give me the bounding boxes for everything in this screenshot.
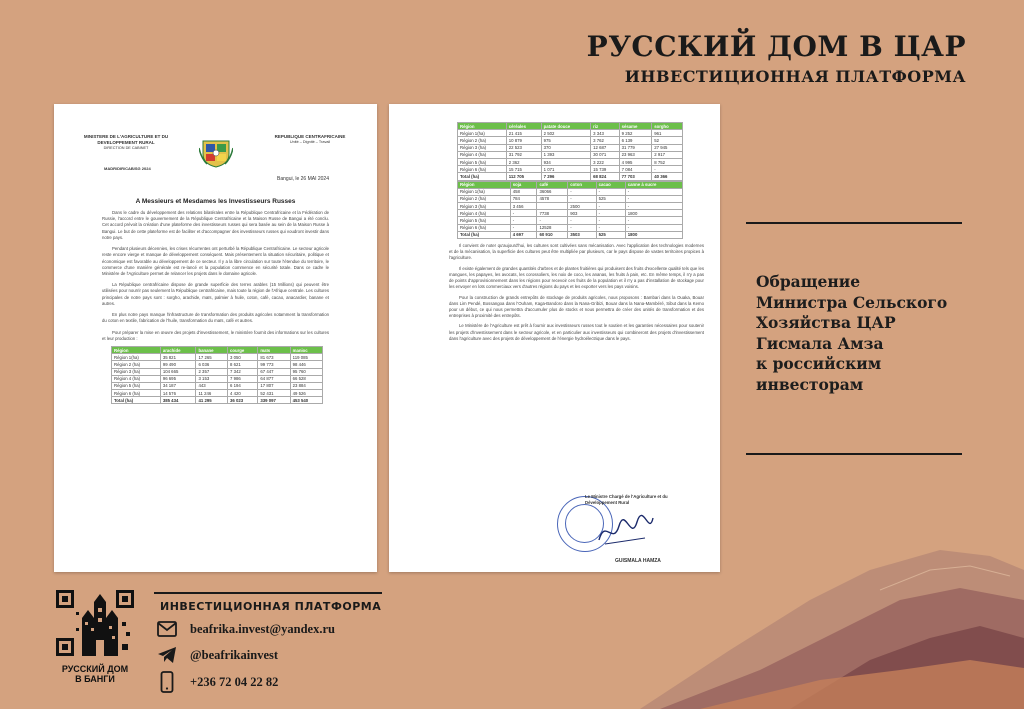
table-cell: 98 446 [290,361,322,368]
republic-name: REPUBLIQUE CENTRAFRICAINE [274,134,346,139]
table-cell: 453 540 [290,397,322,404]
table-row [112,361,323,368]
crops-table-1 [111,346,323,405]
table-cell: 52 [652,137,683,144]
table-cell: 4 995 [619,158,652,165]
table-header-cell: Région [458,123,507,130]
table-cell: Région 3 (ha) [458,203,511,210]
table-cell: Région 5 (ha) [112,382,161,389]
table-cell: Région 1(ha) [112,354,161,361]
table-row [112,397,323,404]
table-cell: - [596,188,625,195]
email-text: beafrika.invest@yandex.ru [190,621,335,636]
table-cell: 81 673 [258,354,290,361]
table-cell: 104 665 [160,368,196,375]
table-cell: 443 [196,382,228,389]
title-block [587,30,966,86]
crops-table-2 [457,122,683,181]
table-row [112,382,323,389]
table-cell: 975 [541,137,590,144]
table-cell: 3 222 [591,158,620,165]
telegram-text: @beafrikainvest [190,647,279,662]
table-cell: 7738 [537,210,568,217]
table-header-cell: manioc [290,346,322,353]
table-cell: - [568,224,596,231]
table-header-cell: riz [591,123,620,130]
table-cell: 3 456 [510,203,537,210]
letter-paragraph: Pendant plusieurs décennies, les crises récurrentes ont perturbé la République Centrafricaine. Le secteur agricole reste encore vierge et manque de développement conséquent. Mais présentement la situation sécuritaire, politique et économique est favorable au développement de ce secteur. Il y a la libre circulation sur toute l'étendue du territoire, le commerce d'une manière générale est re-lancé et la population commence en sécurité totale. Dans ce cadre le Ministère de l'Agriculture permet de relancer les projets dans le domaine agricole. [102,246,329,276]
table-row [458,151,683,158]
republic-motto: Unité – Dignité – Travail [289,139,331,144]
page-subtitle: ИНВЕСТИЦИОННАЯ ПЛАТФОРМА [624,67,966,86]
table-cell: - [652,166,683,173]
table-cell: 2 917 [652,151,683,158]
ministry-block [78,134,174,151]
table-cell: 1 393 [541,151,590,158]
letter-paragraph: La République centrafricaine dispose de grande superficie des terres arables (15 Millions) qui peuvent être utilisées pour nourrir pas seulement la République centrafricaine, mais toute la région de l'Afrique centrale. Les cultures principales de notre pays sont : sorgho, arachide, maïs, palmier à huile, coton, café, cacao, anacardier, banane et autres. [102,282,330,306]
letter-title: A Messieurs et Mesdames les Investisseurs Russes [135,198,296,205]
table-cell: 3 762 [591,137,620,144]
coat-of-arms-icon [199,138,233,168]
table-row [458,130,683,137]
table-cell: - [510,224,537,231]
contacts-title: ИНВЕСТИЦИОННАЯ ПЛАТФОРМА [160,599,382,613]
letter-paragraph: Il existe également de grandes quantités d'arbres et de plantes fruitières qui produisent des fruits d'excellente qualité tels que les mangues, les papayes, les avocats, les corossoliers, les noix de coco, les ananas, les fruits à pain, etc. En même temps, il n'y a pas de points d'approvisionnement dans les régions pour recevoir ces fruits de la population et il n'y a pas d'installation de stockage pour les envoyer en lots commerciaux vers d'autres régions du pays et les exporter vers les pays voisins. [449,265,704,290]
table-cell: 15 715 [506,166,541,173]
table-cell: 784 [510,195,537,202]
table-cell: 9 252 [619,130,652,137]
letter-reference: MADR/DIR/CAB/SG 2024 [104,166,151,171]
table-cell: 68 824 [591,173,620,180]
table-header-cell: cacao [596,181,625,188]
table-cell: 4578 [537,195,568,202]
letter-date: Bangui, le 26 MAI 2024 [277,176,329,182]
table-cell: 8 752 [652,158,683,165]
table-cell: 14 576 [160,390,196,397]
table-cell: 40 366 [652,173,683,180]
table-row [458,217,683,224]
table-cell: - [625,195,682,202]
table-cell: 66 528 [290,375,322,382]
table-cell: Total (ha) [112,397,161,404]
table-cell: - [568,217,596,224]
table-cell: 6 139 [619,137,652,144]
table-cell: 3503 [568,231,596,238]
table-row [458,231,683,238]
table-header-row [458,123,683,130]
table-cell: - [625,224,682,231]
table-row [112,375,323,382]
table-cell: 52 431 [258,390,290,397]
table-row [458,188,683,195]
table-cell: Région 2 (ha) [112,361,161,368]
table-cell: 525 [596,231,625,238]
appeal-line: Хозяйства ЦАР [756,313,896,333]
crops-table-3 [457,181,683,240]
table-cell: 35 821 [160,354,196,361]
table-cell: 119 085 [290,354,322,361]
table-row [458,224,683,231]
contacts-divider [154,592,382,594]
table-cell: 11 246 [196,390,228,397]
table-header-cell: Région [112,346,161,353]
table-header-cell: café [537,181,568,188]
table-cell: 961 [652,130,683,137]
letter-paragraph: Il convient de noter qu'aujourd'hui, les cultures sont cultivées sans mécanisation. Avec l'application des technologies modernes et de la mécanisation, la superficie des cultures peut être multipliée par plusieurs, car le pays dispose de vastes territoires propices à l'agriculture. [449,243,704,261]
telegram-icon [156,646,178,664]
letter-paragraph: En plus notre pays manque l'infrastructure de transformation des produits agricoles notamment la transformation du coton en textile, fabrication de l'huile, transformation du maïs, café et autres. [102,312,329,324]
table-cell: - [568,195,596,202]
email-link[interactable] [156,620,335,638]
letter-page-1 [54,104,377,572]
table-header-cell: sésame [619,123,652,130]
table-cell: Région 2 (ha) [458,195,511,202]
table-cell: - [625,217,682,224]
table-row [458,210,683,217]
letter-paragraph: Pour la construction de grands entrepôts de stockage de produits agricoles, nous proposons : Bambari dans la Ouaka, Bouar dans Lim Pendé, Bossangoa dans l'Ouham, Kaga-Bandoro dans la Nana-Gribizi, Bouar dans la Nana-Mambéré, Sibut dans la Kemo pour un début, ce qui nous permettra d'accumuler plus de stocks et nous permettra de créer des unités de transformation et des entreprises à proximité des entrepôts. [449,294,704,319]
qr-logo-icon [54,588,136,660]
table-header-cell: céréales [506,123,541,130]
table-cell: Région 2 (ha) [458,137,507,144]
table-header-cell: Région [458,181,511,188]
table-header-cell: canne à sucre [625,181,682,188]
letter-header [54,104,377,182]
table-cell: 49 526 [290,390,322,397]
table-row [458,166,683,173]
table-cell: 21 415 [506,130,541,137]
table-cell: 7 296 [541,173,590,180]
table-cell: 903 [568,210,596,217]
table-cell: 4 697 [510,231,537,238]
logo-line: РУССКИЙ ДОМ [61,664,129,674]
table-cell: 67 447 [258,368,290,375]
table-cell: 36 023 [227,397,257,404]
table-cell: Région 6 (ha) [458,166,507,173]
table-cell: - [510,210,537,217]
table-cell: 1 071 [541,166,590,173]
logo-line: В БАНГИ [75,673,115,684]
table-header-cell: patate douce [541,123,590,130]
logo-text [54,665,136,685]
table-cell: - [596,224,625,231]
appeal-line: к российским [756,354,882,374]
divider-top [746,222,962,224]
table-cell: 934 [541,158,590,165]
table-cell: 34 187 [160,382,196,389]
table-cell: 7 342 [227,368,257,375]
table-cell: - [596,203,625,210]
phone-text: +236 72 04 22 82 [190,674,279,689]
table-cell: 60 910 [537,231,568,238]
table-header-cell: sorgho [652,123,683,130]
table-cell: 23 884 [290,382,322,389]
contacts-block [154,592,384,613]
table-cell: 525 [596,195,625,202]
table-row [458,158,683,165]
table-cell: 64 877 [258,375,290,382]
table-header-row [112,346,323,353]
table-cell: 23 963 [619,151,652,158]
mail-icon [156,620,178,638]
table-cell: 3 153 [196,375,228,382]
table-header-cell: banane [196,346,228,353]
table-cell: 6 036 [196,361,228,368]
letter-paragraph: Le Ministère de l'Agriculture est prêt à fournir aux investisseurs russes tout le soutien et les garanties nécessaires pour soutenir les projets d'investissement dans le secteur agricole, et en particulier aux investisseurs qui combineront des projets d'investissement dans l'agriculture avec des projets de développement de l'énergie hydroélectrique dans le pays. [449,323,704,341]
table-cell: 4 420 [227,390,257,397]
table-cell: 6 194 [227,382,257,389]
table-cell: 22 523 [506,144,541,151]
table-header-cell: maïs [258,346,290,353]
telegram-link[interactable] [156,646,278,664]
ministry-sub: DIRECTION DE CABINET [103,145,149,150]
signatory-title: Le Ministre Chargé de l'Agriculture et du Développement Rural [585,494,668,505]
table-cell: 31 779 [619,144,652,151]
table-cell: 370 [541,144,590,151]
table-header-cell: coton [568,181,596,188]
table-cell: 2 362 [506,158,541,165]
page-title: РУССКИЙ ДОМ В ЦАР [586,30,966,63]
table-row [112,354,323,361]
table-header-row [458,181,683,188]
table-cell: Région 5 (ha) [458,217,511,224]
table-cell: 77 703 [619,173,652,180]
mountains-decoration [640,530,1024,709]
table-cell: 17 265 [196,354,228,361]
table-row [458,195,683,202]
table-cell: Total (ha) [458,231,511,238]
table-header-cell: courge [227,346,257,353]
table-cell: 31 792 [506,151,541,158]
table-cell: Région 1(ha) [458,188,511,195]
table-cell: - [510,217,537,224]
table-cell: 2500 [568,203,596,210]
table-cell: 36066 [537,188,568,195]
table-cell: 12 687 [591,144,620,151]
table-cell: 2 357 [196,368,228,375]
table-header-cell: soja [510,181,537,188]
republic-block [265,134,355,145]
table-cell: 15 739 [591,166,620,173]
table-cell [537,203,568,210]
phone-link[interactable] [156,673,278,691]
table-cell: Région 3 (ha) [458,144,507,151]
table-cell: Région 4 (ha) [458,151,507,158]
table-cell: 99 773 [258,361,290,368]
table-cell: - [568,188,596,195]
table-cell: 17 807 [258,382,290,389]
letter-paragraph: Dans le cadre du développement des relations bilatérales entre la République Centrafricaine et la Fédération de Russie, l'accord entre le gouvernement de la République Centrafricaine et la Maison Russe de Bangui a été conclu. Cet accord prévoit la création d'une plateforme des investisseurs russes qui sera basée au sein de la Maison Russe à Bangui. Le but de cette plateforme est de faciliter et d'accompagner des investisseurs russes qui voudront investir dans notre pays. [102,210,329,240]
table-cell: 12528 [537,224,568,231]
table-cell: 10 879 [506,137,541,144]
table-cell: Région 6 (ha) [458,224,511,231]
table-cell: 1800 [625,231,682,238]
table-cell: 7 986 [227,375,257,382]
table-cell: Région 4 (ha) [458,210,511,217]
appeal-line: Министра Сельского [756,292,948,312]
table-cell: - [596,217,625,224]
table-cell: - [625,203,682,210]
table-cell: 112 705 [506,173,541,180]
appeal-line: Обращение [756,272,861,291]
appeal-line: Гисмала Амза [756,333,884,353]
table-cell: 385 434 [160,397,196,404]
table-cell: Région 4 (ha) [112,375,161,382]
table-cell: 458 [510,188,537,195]
table-cell: Région 5 (ha) [458,158,507,165]
table-row [458,137,683,144]
table-cell: 30 071 [591,151,620,158]
table-cell: Région 6 (ha) [112,390,161,397]
table-cell: 8 621 [227,361,257,368]
appeal-text [756,272,966,396]
table-cell: - [625,188,682,195]
letter-paragraph: Pour préparer la mise en œuvre des projets d'investissement, le ministère fournit des informations sur les cultures et leur production : [102,329,329,341]
table-cell: Région 3 (ha) [112,368,161,375]
divider-bottom [746,453,962,455]
table-cell: Total (ha) [458,173,507,180]
phone-icon [156,673,178,691]
table-cell: - [596,210,625,217]
ministry-name: MINISTERE DE L'AGRICULTURE ET DU DEVELOPPEMENT RURAL [83,134,169,145]
appeal-line: инвесторам [756,375,864,395]
table-row [112,368,323,375]
table-row [458,144,683,151]
table-cell: 27 945 [652,144,683,151]
table-row [458,203,683,210]
letter-page-2 [389,104,720,572]
table-cell: 2 502 [541,130,590,137]
table-cell: 339 097 [258,397,290,404]
table-cell: 7 084 [619,166,652,173]
table-cell: 95 760 [290,368,322,375]
table-row [112,390,323,397]
table-cell: 3 343 [591,130,620,137]
table-cell: 1800 [625,210,682,217]
table-cell: 99 490 [160,361,196,368]
table-cell: 3 050 [227,354,257,361]
table-cell: 41 295 [196,397,228,404]
table-cell: Région 1(ha) [458,130,507,137]
table-cell: 96 695 [160,375,196,382]
table-row [458,173,683,180]
table-header-cell: arachide [160,346,196,353]
table-cell: - [537,217,568,224]
signatory-name: GUISMALA HAMZA [615,558,661,564]
